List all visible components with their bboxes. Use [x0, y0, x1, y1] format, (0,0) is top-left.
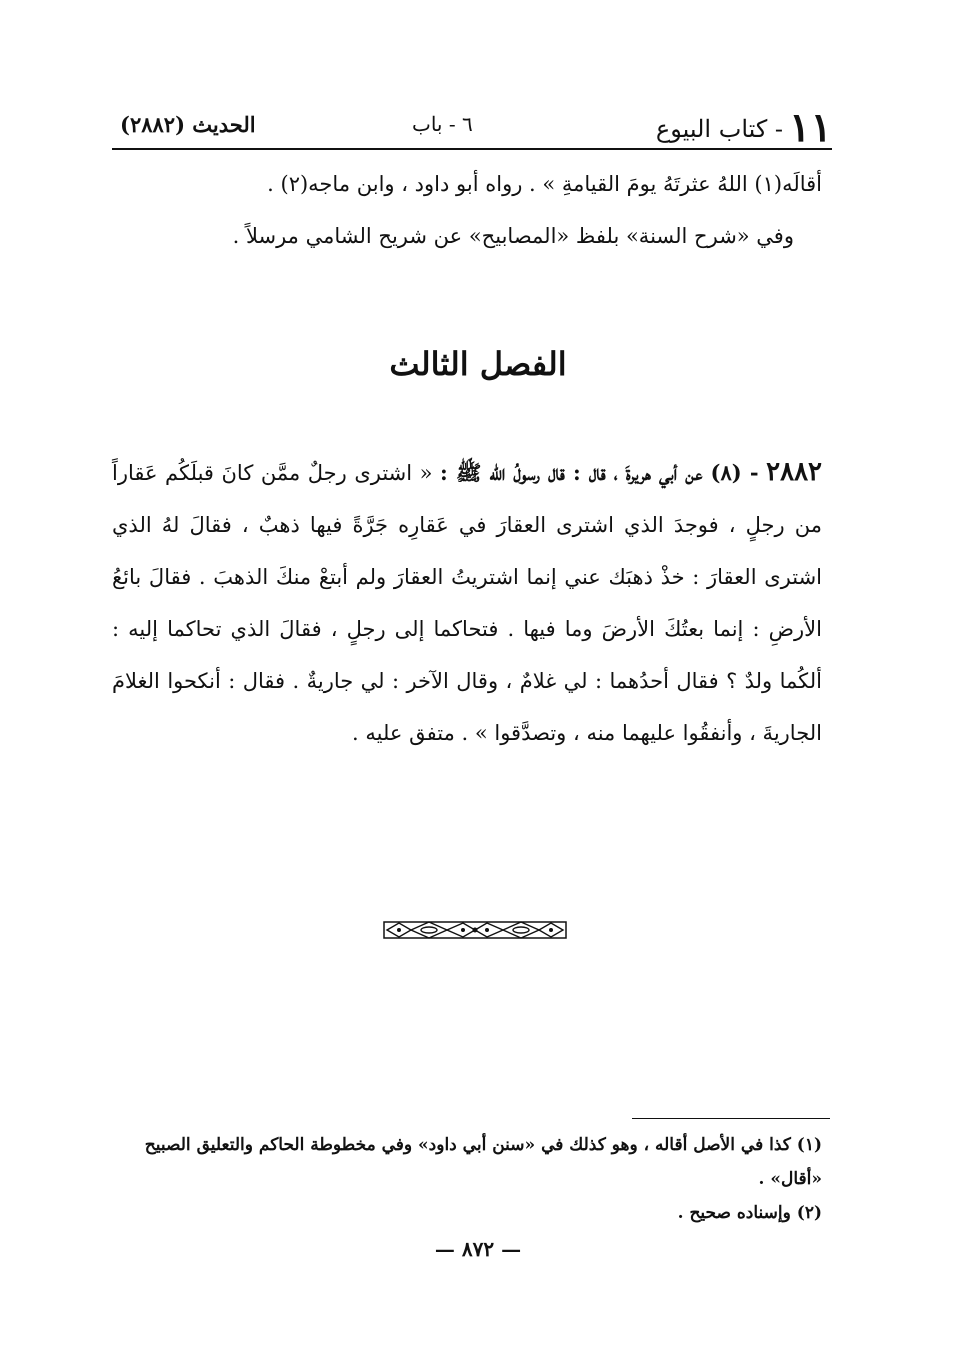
footnote-rule [632, 1118, 830, 1119]
hadith-number: ٢٨٨٢ [766, 457, 823, 487]
book-title-text: - كتاب البيوع [655, 115, 784, 143]
footnote-2: (٢) وإسناده صحيح . [677, 1203, 822, 1223]
hadith-text: « اشترى رجلٌ ممَّن كانَ قبلَكُم عَقاراً من رجلٍ ، فوجدَ الذي اشترى العقارَ في عَقارِه جَرَّةً فيها ذهبٌ ، فقالَ لهُ الذي اشترى العقارَ : خذْ ذهبَك عني إنما اشتريتُ العقارَ ولم أبتعْ منكَ الذهبَ . فقالَ بائعُ الأرضِ : إنما بعتُكَ الأرضَ وما فيها . فتحاكما إلى رجلٍ ، فقالَ الذي تحاكما إليه : ألكُما ولدٌ ؟ فقال أحدُهما : لي غلامٌ ، وقال الآخر : لي جاريةٌ . فقال : أنكحوا الغلامَ الجاريةَ ، وأنفقُوا عليهما منه ، وتصدَّقوا » . متفق عليه . [112, 461, 822, 745]
footnote-1: (١) كذا في الأصل أقاله ، وهو كذلك في «سنن أبي داود» وفي مخطوطة الحاكم والتعليق الصبيح «أقال» . [144, 1135, 822, 1189]
hadith-paragraph [112, 446, 822, 759]
running-header [112, 100, 832, 150]
page-number: — ٨٧٢ — [434, 1237, 522, 1261]
section-title: الفصل الثالث [389, 345, 567, 383]
intro-text [112, 158, 822, 262]
book-title [656, 104, 832, 151]
intro-line-2: وفي «شرح السنة» بلفظ «المصابيح» عن شريح الشامي مرسلاً . [232, 224, 794, 248]
intro-line-1: أقالَه(١) اللهُ عثرتَهُ يومَ القيامةِ » . رواه أبو داود ، وابن ماجه(٢) . [267, 172, 822, 196]
chapter-label: ٦ - باب [412, 112, 473, 136]
book-number: ١١ [789, 104, 832, 151]
hadith-isnad: - (٨) عن أبي هريرةَ ، قال : قال رسولُ الله ﷺ : [440, 460, 759, 485]
ornament-divider-icon [383, 916, 567, 944]
footnotes [112, 1128, 822, 1230]
hadith-range: الحديث (٢٨٨٢) [120, 112, 256, 137]
